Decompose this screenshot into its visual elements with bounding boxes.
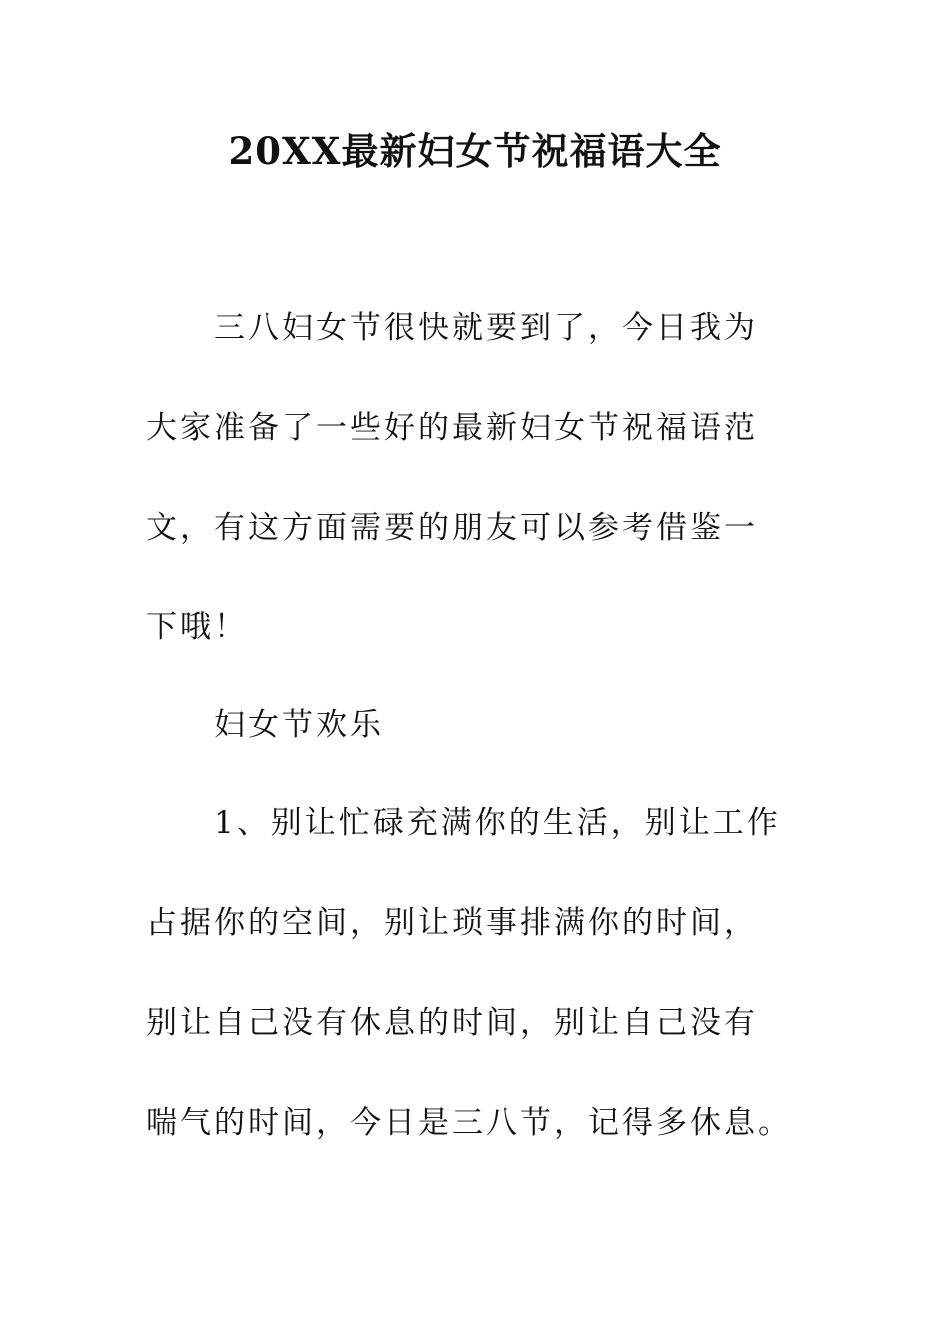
intro-line-1: 三八妇女节很快就要到了，今日我为 — [214, 310, 758, 346]
intro-line-2: 大家准备了一些好的最新妇女节祝福语范 — [146, 410, 758, 446]
intro-line-4: 下哦！ — [146, 609, 248, 645]
item1-line-1: 1、别让忙碌充满你的生活，别让工作 — [214, 805, 781, 841]
section-heading: 妇女节欢乐 — [214, 707, 384, 743]
document-title: 20XX最新妇女节祝福语大全 — [228, 129, 722, 173]
item1-line-4: 喘气的时间，今日是三八节，记得多休息。 — [146, 1105, 792, 1141]
intro-line-3: 文，有这方面需要的朋友可以参考借鉴一 — [146, 510, 758, 546]
item1-line-2: 占据你的空间，别让琐事排满你的时间， — [146, 905, 758, 941]
item1-line-3: 别让自己没有休息的时间，别让自己没有 — [146, 1005, 758, 1041]
